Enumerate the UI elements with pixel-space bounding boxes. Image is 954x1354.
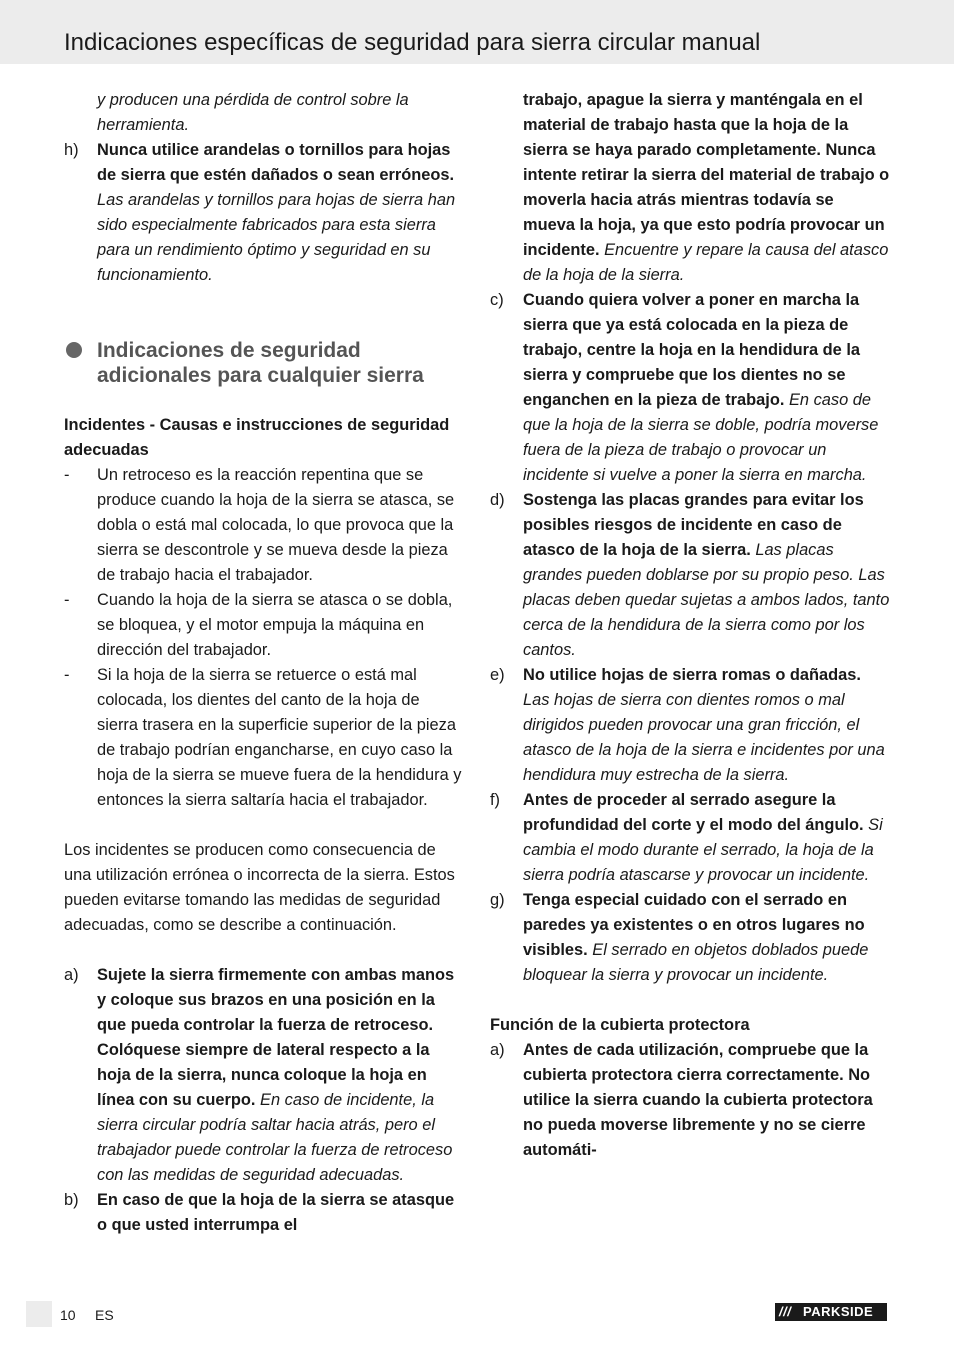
- list-item-a: [64, 963, 464, 1188]
- list-marker: b): [64, 1191, 79, 1209]
- dash-marker: -: [64, 466, 70, 484]
- subheading: Incidentes - Causas e instrucciones de seguridad adecuadas: [64, 416, 450, 459]
- list-item-a2: a) Antes de cada utilización, compruebe que la cubierta protectora cierra correctamente. No utilice la sierra cuando la cubierta protectora no pueda moverse libremente y no se cierre automáti-: [490, 1038, 890, 1163]
- right-column: [490, 88, 890, 1163]
- bullet-dot-icon: [66, 342, 82, 358]
- logo-stripes-icon: ///: [779, 1304, 792, 1319]
- list-marker: a): [490, 1041, 505, 1059]
- list-marker: c): [490, 291, 504, 309]
- item-italic-text: Las arandelas y tornillos para hojas de sierra han sido especialmente fabricados para esta sierra para un rendimiento óptimo y seguridad en su funcionamiento.: [97, 191, 456, 284]
- dash-item: - Si la hoja de la sierra se retuerce o está mal colocada, los dientes del canto de la hoja de sierra trasera en la superficie superior de la pieza de trabajo podrían engancharse, en cuyo caso la hoja de la sierra se mueve fuera de la hendidura y entonces la sierra saltaría hacia el trabajador.: [64, 663, 464, 813]
- item-italic-text: En caso de incidente, la sierra circular podría saltar hacia atrás, pero el trabajador puede controlar la fuerza de retroceso con las medidas de seguridad adecuadas.: [97, 1091, 453, 1184]
- page-header: [0, 0, 954, 64]
- list-item-h: [64, 138, 464, 288]
- dash-marker: -: [64, 591, 70, 609]
- list-marker: d): [490, 491, 505, 509]
- item-bold-text: Sujete la sierra firmemente con ambas manos y coloque sus brazos en una posición en la que pueda controlar la fuerza de retroceso. Colóquese siempre de lateral respecto a la hoja de la sierra, nunca coloque la hoja en línea con su cuerpo.: [97, 966, 455, 1109]
- page-title: Indicaciones específicas de seguridad para sierra circular manual: [64, 29, 761, 56]
- item-bold-text: Nunca utilice arandelas o tornillos para hojas de sierra que estén dañados o sean erróneos.: [97, 141, 455, 184]
- section-heading: Indicaciones de seguridad adicionales para cualquier sierra: [64, 338, 464, 388]
- list-item-f: f) Antes de proceder al serrado asegure la profundidad del corte y el modo del ángulo. Si cambia el modo durante el serrado, la hoja de la sierra podría atascarse y provocar un incidente.: [490, 788, 890, 888]
- language-code: ES: [95, 1307, 114, 1323]
- left-column: [64, 88, 464, 1238]
- list-item-g: g) Tenga especial cuidado con el serrado en paredes ya existentes o en otros lugares no visibles. El serrado en objetos doblados puede bloquear la sierra y provocar un incidente.: [490, 888, 890, 988]
- dash-marker: -: [64, 666, 70, 684]
- dash-item: - Un retroceso es la reacción repentina que se produce cuando la hoja de la sierra se atasca, se dobla o está mal colocada, lo que provoca que la sierra se descontrole y se mueva desde la pieza de trabajo hacia el trabajador.: [64, 463, 464, 588]
- list-marker: g): [490, 891, 505, 909]
- list-item-c: c) Cuando quiera volver a poner en marcha la sierra que ya está colocada en la pieza de trabajo, centre la hoja en la hendidura de la sierra y compruebe que los dientes no se enganchen en la pieza de trabajo. En caso de que la hoja de la sierra se doble, podría moverse fuera de la pieza de trabajo o provocar un incidente si vuelve a poner la sierra en marcha.: [490, 288, 890, 488]
- item-bold-text: En caso de que la hoja de la sierra se atasque o que usted interrumpa el: [97, 1191, 455, 1234]
- page-number: 10: [60, 1307, 76, 1323]
- dash-item: - Cuando la hoja de la sierra se atasca o se dobla, se bloquea, y el motor empuja la máquina en dirección del trabajador.: [64, 588, 464, 663]
- parkside-logo: [775, 1303, 887, 1321]
- footer-tab: [26, 1301, 52, 1327]
- brand-name: PARKSIDE: [803, 1304, 874, 1319]
- list-marker: e): [490, 666, 505, 684]
- list-marker: h): [64, 141, 79, 159]
- continued-item-b: trabajo, apague la sierra y manténgala en el material de trabajo hasta que la hoja de la sierra se haya parado completamente. Nunca intente retirar la sierra del material de trabajo o moverla hacia atrás mientras todavía se mueva la hoja, ya que esto podría provocar un incidente. Encuentre y repare la causa del atasco de la hoja de la sierra.: [523, 91, 890, 284]
- list-item-e: e) No utilice hojas de sierra romas o dañadas. Las hojas de sierra con dientes romos o mal dirigidos pueden provocar una gran fricción, el atasco de la hoja de la sierra e incidentes por una hendidura muy estrecha de la sierra.: [490, 663, 890, 788]
- list-marker: f): [490, 791, 501, 809]
- list-item-b: [64, 1188, 464, 1238]
- continued-text: y producen una pérdida de control sobre la herramienta.: [97, 91, 409, 134]
- list-item-d: d) Sostenga las placas grandes para evitar los posibles riesgos de incidente en caso de atasco de la hoja de la sierra. Las placas grandes pueden doblarse por su propio peso. Las placas deben quedar sujetas a ambos lados, tanto cerca de la hendidura de la sierra como por los cantos.: [490, 488, 890, 663]
- body-paragraph: Los incidentes se producen como consecuencia de una utilización errónea o incorrecta de la sierra. Estos pueden evitarse tomando las medidas de seguridad adecuadas, como se describe a continuación.: [64, 841, 455, 934]
- list-marker: a): [64, 966, 79, 984]
- subheading: Función de la cubierta protectora: [490, 1016, 750, 1034]
